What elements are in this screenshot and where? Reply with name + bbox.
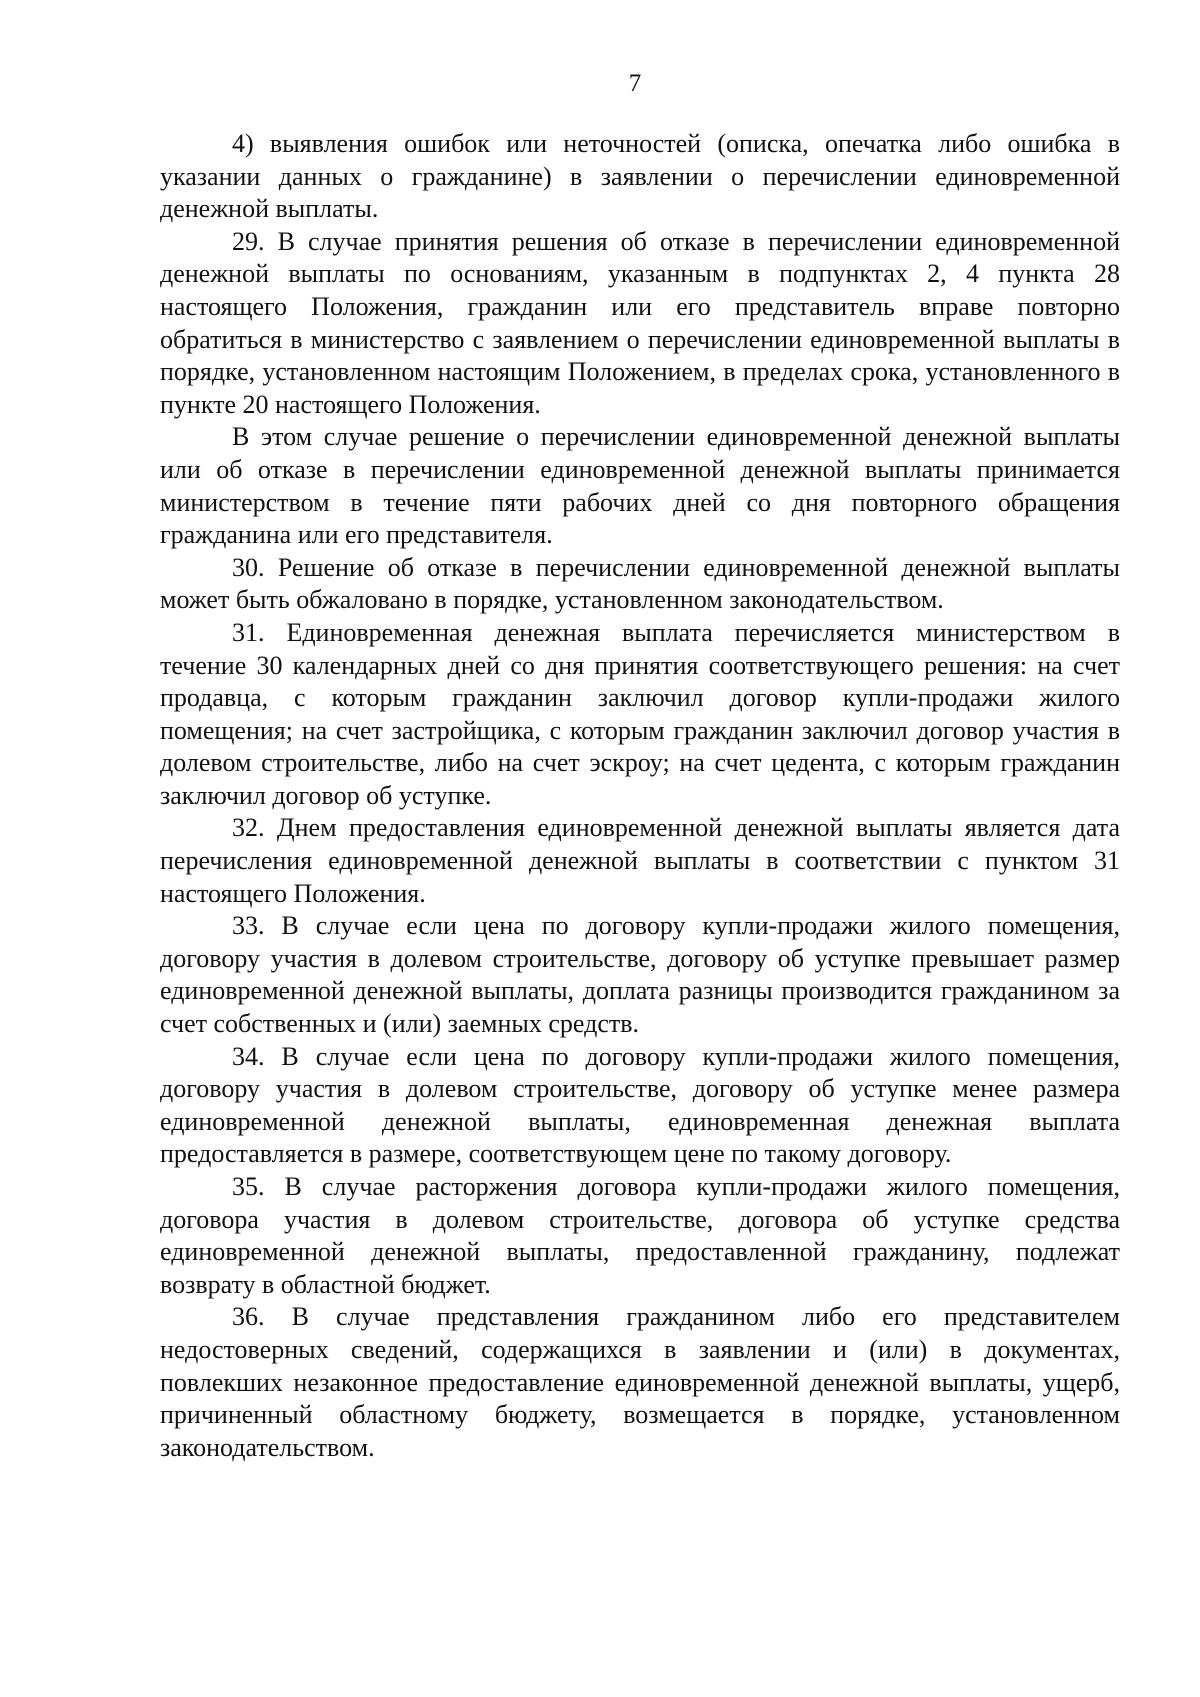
paragraph-35: 35. В случае расторжения договора купли-продажи жилого помещения, договора участия в долевом строительстве, договора об уступке средства единовременной денежной выплаты, предоставленной гражданину, подлежат возврату в областной бюджет. [160, 1172, 1120, 1299]
paragraph-29: 29. В случае принятия решения об отказе в перечислении единовременной денежной выплаты по основаниям, указанным в подпунктах 2, 4 пункта 28 настоящего Положения, гражданин или его представитель вправе повторно обратиться в министерство с заявлением о перечислении единовременной выплаты в порядке, установленном настоящим Положением, в пределах срока, установленного в пункте 20 настоящего Положения. [160, 226, 1120, 419]
paragraph-item-4: 4) выявления ошибок или неточностей (описка, опечатка либо ошибка в указании данных о гражданине) в заявлении о перечислении единовременной денежной выплаты. [160, 129, 1120, 224]
paragraph-30: 30. Решение об отказе в перечислении единовременной денежной выплаты может быть обжаловано в порядке, установленном законодательством. [160, 552, 1120, 615]
page-number: 7 [628, 70, 642, 97]
paragraph-36: 36. В случае представления гражданином либо его представителем недостоверных сведений, содержащихся в заявлении и (или) в документах, повлекших незаконное предоставление единовременной денежной выплаты, ущерб, причиненный областному бюджету, возмещается в порядке, установленном законодательством. [160, 1302, 1120, 1462]
paragraph-32: 32. Днем предоставления единовременной денежной выплаты является дата перечисления единовременной денежной выплаты в соответствии с пунктом 31 настоящего Положения. [160, 813, 1120, 908]
paragraph-29-continuation: В этом случае решение о перечислении единовременной денежной выплаты или об отказе в перечислении единовременной денежной выплаты принимается министерством в течение пяти рабочих дней со дня повторного обращения гражданина или его представителя. [160, 422, 1120, 550]
document-body [160, 128, 1120, 1464]
paragraph-34: 34. В случае если цена по договору купли-продажи жилого помещения, договору участия в долевом строительстве, договору об уступке менее размера единовременной денежной выплаты, единовременная денежная выплата предоставляется в размере, соответствующем цене по такому договору. [160, 1041, 1120, 1169]
paragraph-33: 33. В случае если цена по договору купли-продажи жилого помещения, договору участия в долевом строительстве, договору об уступке превышает размер единовременной денежной выплаты, доплата разницы производится гражданином за счет собственных и (или) заемных средств. [160, 911, 1120, 1039]
paragraph-31: 31. Единовременная денежная выплата перечисляется министерством в течение 30 календарных дней со дня принятия соответствующего решения: на счет продавца, с которым гражданин заключил договор купли-продажи жилого помещения; на счет застройщика, с которым гражданин заключил договор участия в долевом строительстве, либо на счет эскроу; на счет цедента, с которым гражданин заключил договор об уступке. [160, 617, 1120, 810]
